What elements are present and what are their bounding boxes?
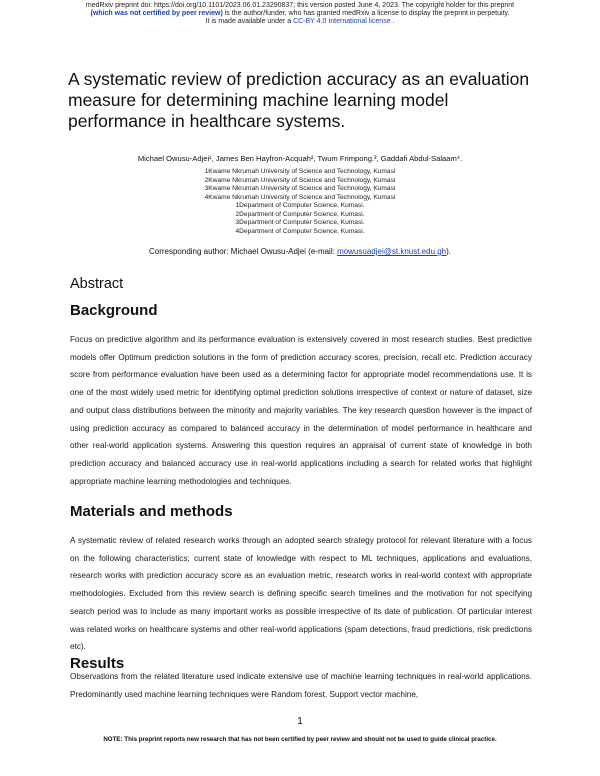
- affiliation-university-2: 2Kwame Nkrumah University of Science and Technology, Kumasi: [204, 176, 396, 184]
- results-paragraph: Observations from the related literature used indicate extensive use of machine learning techniques in real-world applications. Predominantly used machine learning techniques were Random forest, Support vector machine,: [70, 672, 532, 699]
- preprint-header: [0, 2, 600, 27]
- abstract-heading: Abstract: [70, 276, 124, 292]
- footer-note: NOTE: This preprint reports new research that has not been certified by peer review and should not be used to guide clinical practice.: [103, 736, 497, 743]
- availability-text: It is made available under a: [205, 18, 294, 26]
- paper-title: A systematic review of prediction accuracy as an evaluation measure for determining machine learning model performance in healthcare systems.: [68, 69, 530, 131]
- header-line-2: [0, 10, 600, 18]
- author-list: Michael Owusu-Adjei¹, James Ben Hayfron-Acquah², Twum Frimpong.³, Gaddafi Abdul-Salaam⁴.: [137, 154, 463, 163]
- header-line-3: [0, 18, 600, 26]
- background-paragraph: Focus on predictive algorithm and its performance evaluation is extensively covered in most research studies. Best predictive models offer Optimum prediction solutions in the form of prediction accuracy scores, precision, recall etc. Prediction accuracy score from performance evaluation have been used as a determining factor for appropriate model recommendations use. It is one of the most widely used metric for identifying optimal prediction solutions irrespective of context or nature of dataset, size and output class distributions between the minority and majority variables. The key research question however is the impact of using prediction accuracy as compared to balanced accuracy in the determination of model performance in healthcare and other real-world application systems. Answering this question requires an appraisal of current state of knowledge in both prediction accuracy and balanced accuracy use in real-world applications including a search for related works that highlight appropriate machine learning methodologies and techniques.: [70, 335, 532, 486]
- affiliation-university-1: 1Kwame Nkrumah University of Science and Technology, Kumasi: [204, 168, 396, 175]
- license-notice: is the author/funder, who has granted medRxiv a license to display the preprint in perpetuity.: [222, 10, 510, 18]
- affiliations-department: [0, 202, 600, 236]
- methods-paragraph: A systematic review of related research works through an adopted search strategy protocol for relevant literature with a focus on the following characteristics; current state of knowledge with respect to ML techniques, applications and evaluations, research works with prediction accuracy score as an evaluation metric, research works in real-world context with appropriate methodologies. Excluded from this review search is defining specific search timelines and the motivation for not specifying search period was to include as many important works as possible irrespective of its date of publication. Of particular interest was related works on healthcare systems and other real-world applications (spam detections, fraud predictions, risk predictions etc).: [70, 536, 532, 652]
- affiliation-department-3: 3Department of Computer Science, Kumasi.: [235, 219, 365, 227]
- corresponding-email-link[interactable]: mowusuadjei@st.knust.edu.gh: [337, 247, 447, 256]
- corresponding-author: [0, 247, 600, 257]
- corresponding-prefix: Corresponding author: Michael Owusu-Adjei (e-mail:: [148, 247, 338, 256]
- corresponding-suffix: ).: [446, 247, 452, 256]
- affiliation-department-4: 4Department of Computer Science, Kumasi.: [235, 227, 365, 235]
- methods-heading: Materials and methods: [70, 503, 233, 520]
- results-heading: Results: [70, 655, 125, 672]
- availability-end: .: [390, 18, 395, 26]
- background-heading: Background: [70, 302, 158, 319]
- page-number: 1: [297, 716, 303, 727]
- affiliation-university-3: 3Kwame Nkrumah University of Science and Technology, Kumasi: [204, 185, 396, 193]
- affiliation-university-4: 4Kwame Nkrumah University of Science and Technology, Kumasi: [204, 193, 396, 201]
- license-link[interactable]: CC-BY 4.0 International license: [293, 18, 391, 26]
- header-line-1: medRxiv preprint doi: https://doi.org/10.1101/2023.06.01.23290837; this version posted June 4, 2023. The copyright holder for this preprint: [85, 2, 515, 9]
- peer-review-notice: (which was not certified by peer review): [90, 10, 223, 18]
- affiliation-department-2: 2Department of Computer Science, Kumasi.: [235, 210, 365, 218]
- affiliation-department-1: 1Department of Computer Science, Kumasi.: [235, 202, 365, 209]
- affiliations-university: [0, 168, 600, 202]
